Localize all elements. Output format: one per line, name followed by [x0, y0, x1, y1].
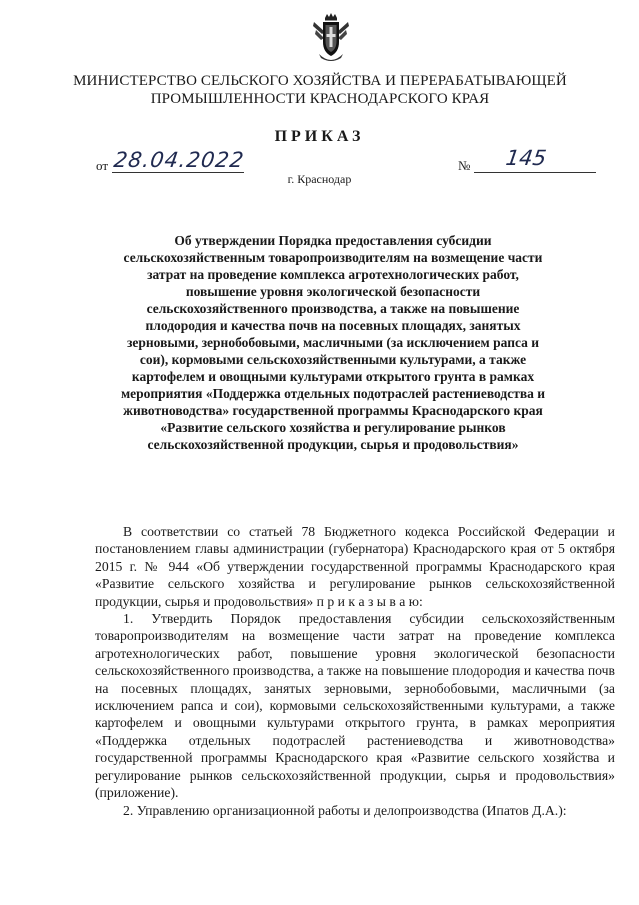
ministry-name-line-1: МИНИСТЕРСТВО СЕЛЬСКОГО ХОЗЯЙСТВА И ПЕРЕРАБАТЫВАЮЩЕЙ — [73, 73, 567, 89]
city-label: г. Краснодар — [287, 172, 352, 186]
krasnodar-coat-of-arms-icon — [310, 12, 352, 64]
ministry-name-line-2: ПРОМЫШЛЕННОСТИ КРАСНОДАРСКОГО КРАЯ — [150, 91, 490, 107]
order-subject: Об утверждении Порядка предоставления субсидии сельскохозяйственным товаропроизводителям на возмещение части затрат на проведение комплекса агротехнологических работ, повышение уровня экологической безопасности сельскохозяйственного производства, а также на повышение плодородия и качества почв на посевных площадях, занятых зерновыми, зернобобовыми, масличными (за исключением рапса и сои), кормовыми сельскохозяйственными культурами, а также картофелем и овощными культурами открытого грунта в рамках мероприятия «Поддержка отдельных подотраслей растениеводства и животноводства» государственной программы Краснодарского края «Развитие сельского хозяйства и регулирование рынков сельскохозяйственной продукции, сырья и продовольствия» — [120, 233, 546, 452]
number-prefix: № — [458, 158, 471, 173]
ministry-name — [40, 72, 600, 108]
document-type-title: ПРИКАЗ — [274, 128, 365, 145]
item-1-paragraph: 1. Утвердить Порядок предоставления субсидии сельскохозяйственным товаропроизводителям на возмещение части затрат на проведение комплекса агротехнологических работ, повышение уровня экологической безопасности сельскохозяйственного производства, а также на повышение плодородия и качества почв на посевных площадях, занятых зерновыми, зернобобовыми, масличными (за исключением рапса и сои), кормовыми сельскохозяйственными культурами, а также картофелем и овощными культурами открытого грунта, в рамках мероприятия «Поддержка отдельных подотраслей растениеводства и животноводства» государственной программы Краснодарского края «Развитие сельского хозяйства и регулирование рынков сельскохозяйственной продукции, сырья и продовольствия» (приложение). — [95, 611, 615, 801]
date-handwritten: 28.04.2022 — [112, 148, 246, 172]
order-body — [95, 523, 615, 819]
number-handwritten: 145 — [504, 146, 548, 170]
preamble-paragraph: В соответствии со статьей 78 Бюджетного кодекса Российской Федерации и постановлением главы администрации (губернатора) Краснодарского края от 5 октября 2015 г. № 944 «Об утверждении государственной программы Краснодарского края «Развитие сельского хозяйства и регулирование рынков сельскохозяйственной продукции, сырья и продовольствия» п р и к а з ы в а ю: — [95, 524, 615, 609]
date-prefix: от — [96, 158, 109, 173]
item-2-paragraph: 2. Управлению организационной работы и делопроизводства (Ипатов Д.А.): — [123, 802, 567, 818]
